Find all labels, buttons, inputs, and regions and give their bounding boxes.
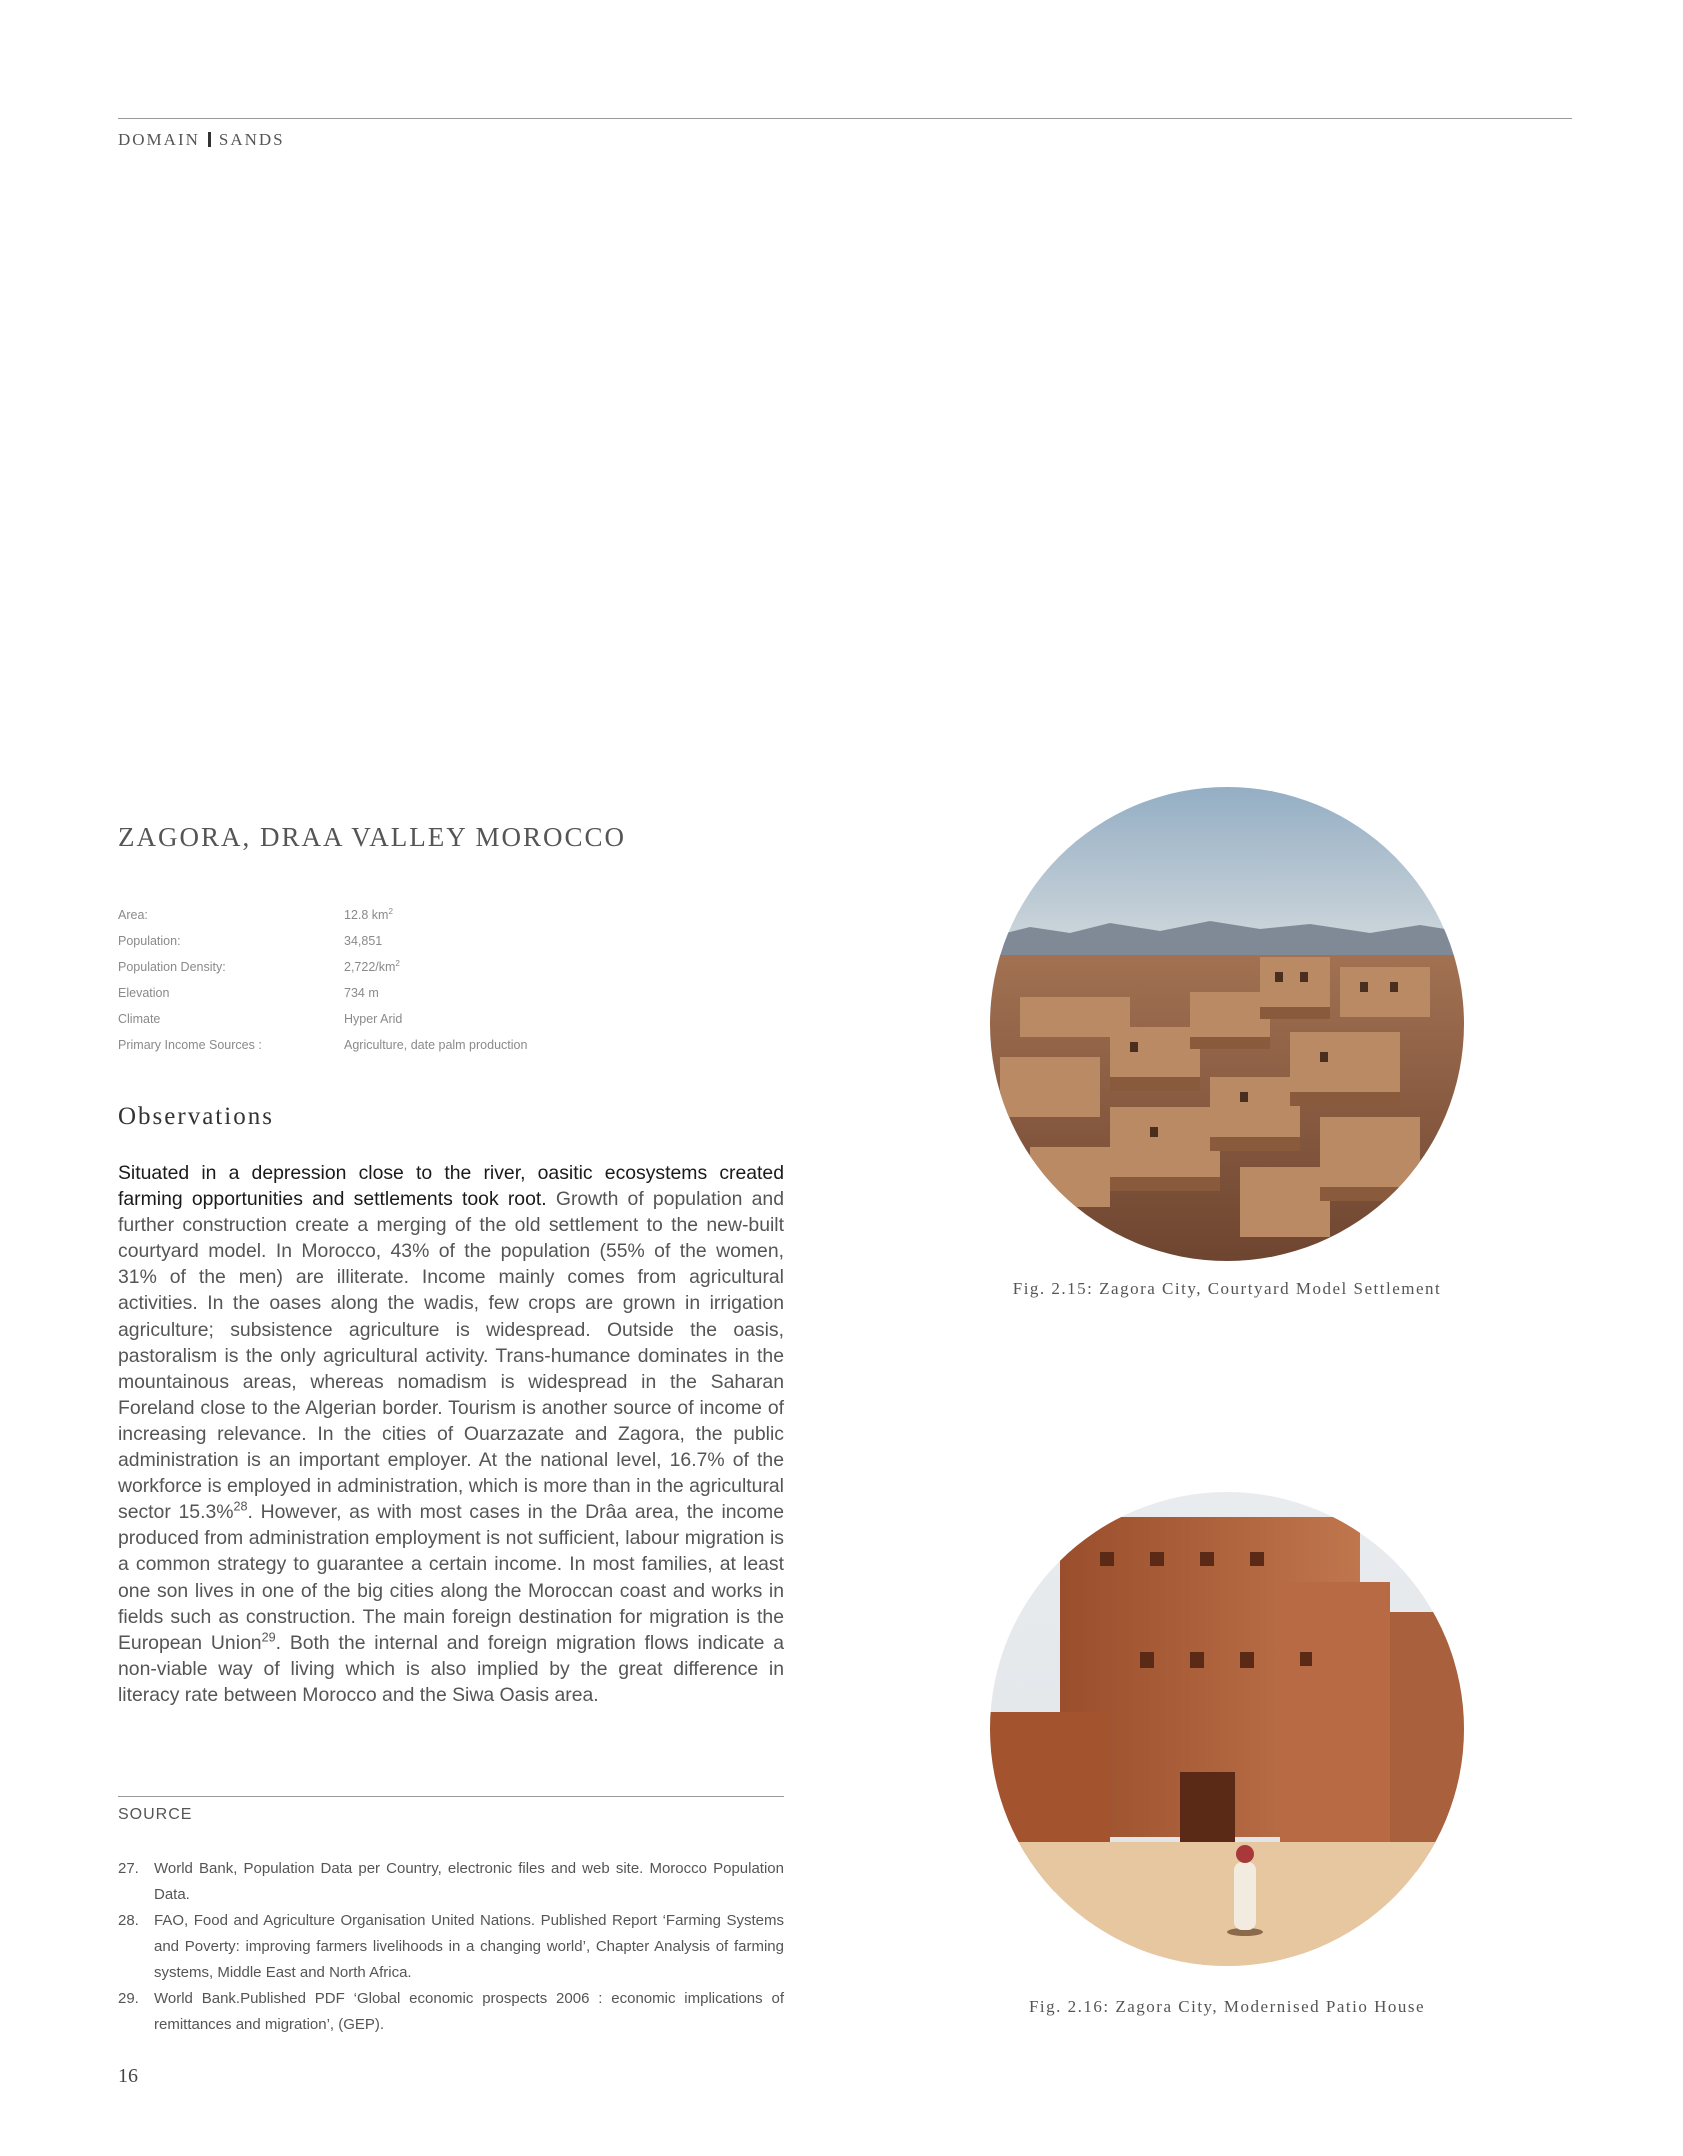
figure-caption: Fig. 2.16: Zagora City, Modernised Patio House [1028, 1997, 1426, 2016]
source-heading: SOURCE [118, 1806, 193, 1823]
footnote-ref-28: 28 [233, 1499, 248, 1514]
reference-item [118, 1986, 784, 2038]
fact-row-climate [118, 1006, 718, 1032]
observations-body [118, 1160, 784, 1708]
reference-number: 27. [118, 1860, 139, 1877]
body-part-1: Growth of population and further construction create a merging of the old settlement to the new-built courtyard model. In Morocco, 43% of the population (55% of the women, 31% of the men) are illiterate. Income mainly comes from agricultural activities. In the oases along the wadis, few crops are grown in irrigation agriculture; subsistence agriculture is widespread. Outside the oasis, pastoralism is the only agricultural activity. Trans-humance dominates in the mountainous areas, whereas nomadism is widespread in the Saharan Foreland close to the Algerian border. Tourism is another source of income of increasing relevance. In the cities of Ouarzazate and Zagora, the public administration is an important employer. At the national level, 16.7% of the workforce is employed in administration, which is more than in the agricultural sector 15.3% [118, 1188, 784, 1524]
fact-row-income [118, 1032, 718, 1058]
facts-table [118, 902, 718, 1058]
fact-label: Population: [118, 934, 181, 948]
header-section: SANDS [218, 130, 285, 149]
observations-heading: Observations [118, 1103, 274, 1130]
reference-number: 29. [118, 1990, 139, 2007]
reference-item [118, 1908, 784, 1986]
header-domain: DOMAIN [118, 130, 200, 149]
lead-sentence: Situated in a depression close to the river, oasitic ecosystems created farming opportunities and settlements took root. [118, 1162, 784, 1211]
fact-value: Agriculture, date palm production [344, 1038, 528, 1052]
reference-number: 28. [118, 1912, 139, 1929]
reference-text: FAO, Food and Agriculture Organisation United Nations. Published Report ‘Farming Systems and Poverty: improving farmers livelihoods in a changing world’, Chapter Analysis of farming systems, Middle East and North Africa. [154, 1912, 784, 1981]
fact-value: Hyper Arid [344, 1012, 403, 1026]
fact-label: Elevation [118, 986, 170, 1000]
fact-label: Area: [118, 908, 148, 922]
fact-label: Population Density: [118, 960, 226, 974]
header-rule [118, 118, 1572, 119]
page-title: ZAGORA, DRAA VALLEY MOROCCO [118, 822, 627, 852]
figure-zagora-settlement-photo [990, 787, 1464, 1261]
body-part-3: . Both the internal and foreign migration flows indicate a non-viable way of living which is also implied by the great difference in literacy rate between Morocco and the Siwa Oasis area. [118, 1631, 784, 1706]
running-header [118, 130, 285, 150]
fact-value: 34,851 [344, 934, 383, 948]
fact-label: Primary Income Sources : [118, 1038, 262, 1052]
fact-value: $2,722/km^2$ [344, 958, 400, 974]
reference-item [118, 1856, 784, 1908]
fact-label: Climate [118, 1012, 161, 1026]
page-number: 16 [118, 2065, 138, 2087]
fact-row-area [118, 902, 718, 928]
references-list [118, 1856, 784, 2038]
fact-value: 734 m [344, 986, 379, 1000]
fact-row-density [118, 954, 718, 980]
figure-patio-house-photo [990, 1492, 1464, 1966]
reference-text: World Bank.Published PDF ‘Global economic prospects 2006 : economic implications of remittances and migration’, (GEP). [154, 1990, 784, 2033]
reference-text: World Bank, Population Data per Country, electronic files and web site. Morocco Population Data. [154, 1860, 784, 1903]
source-rule [118, 1796, 784, 1797]
fact-value: 12.8 $km^2$ [344, 906, 393, 922]
figure-caption: Fig. 2.15: Zagora City, Courtyard Model Settlement [1012, 1279, 1442, 1298]
fact-row-population [118, 928, 718, 954]
header-divider [208, 132, 211, 147]
fact-row-elevation [118, 980, 718, 1006]
footnote-ref-29: 29 [261, 1630, 276, 1645]
body-part-2: . However, as with most cases in the Drâa area, the income produced from administration employment is not sufficient, labour migration is a common strategy to guarantee a certain income. In most families, at least one son lives in one of the big cities along the Moroccan coast and works in fields such as construction. The main foreign destination for migration is the European Union [118, 1501, 784, 1654]
